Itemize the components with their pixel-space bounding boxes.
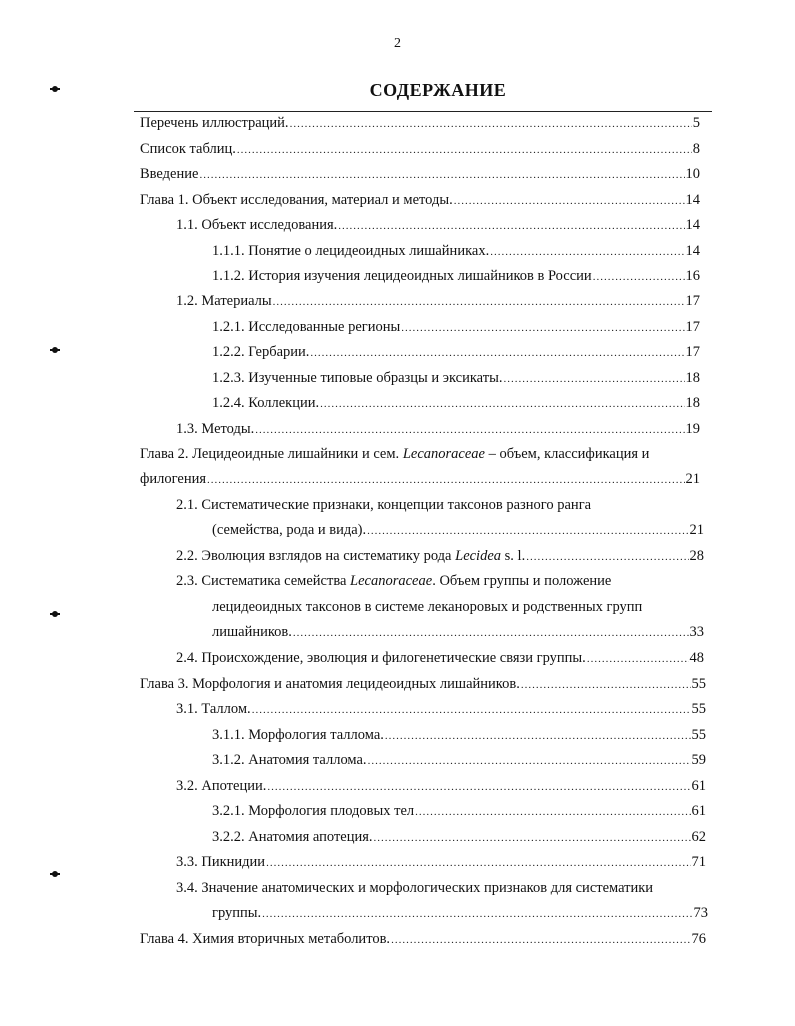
toc-entry-title-part: 3.4. Значение анатомических и морфологических признаков для систематики <box>176 880 654 896</box>
toc-entry-2-1-line-2 <box>212 521 704 540</box>
toc-entry-title: 3.3. Пикнидии <box>176 854 266 870</box>
toc-entry-title-italic: Lecidea <box>455 548 502 564</box>
toc-entry-title: 1.2.3. Изученные типовые образцы и эксикаты. <box>212 370 503 386</box>
toc-leader-dots <box>255 421 684 439</box>
toc-leader-dots <box>273 293 685 311</box>
toc-entry-page: 21 <box>685 471 700 487</box>
toc-leader-dots <box>526 548 688 566</box>
toc-leader-dots <box>338 217 684 235</box>
toc-entry-title: Введение <box>140 166 199 182</box>
toc-entry-chapter-4 <box>140 930 706 949</box>
toc-entry-title: 1.3. Методы. <box>176 421 255 437</box>
toc-leader-dots <box>266 854 690 872</box>
toc-entry-2-3-line-2 <box>212 598 642 616</box>
toc-entry-title-part: 2.3. Систематика семейства <box>176 573 351 589</box>
toc-entry-title: Перечень иллюстраций. <box>140 115 289 131</box>
toc-entry-2-1-line-1 <box>176 496 591 514</box>
toc-entry-title-part: лецидеоидных таксонов в системе леканоровых и родственных групп <box>212 599 643 615</box>
toc-entry-title-part: 2.1. Систематические признаки, концепции таксонов разного ранга <box>176 497 592 513</box>
toc-entry-title: (семейства, рода и вида). <box>212 522 367 538</box>
toc-entry-page: 28 <box>689 548 704 564</box>
toc-entry-page: 55 <box>691 727 706 743</box>
toc-entry-page: 17 <box>685 319 700 335</box>
toc-leader-dots <box>385 727 691 745</box>
toc-entry-page: 8 <box>692 141 700 157</box>
toc-entry-title-part: – объем, классификация и <box>484 446 650 462</box>
toc-entry-title: 3.1. Таллом. <box>176 701 251 717</box>
toc-leader-dots <box>262 905 692 923</box>
toc-entry-title: 2.4. Происхождение, эволюция и филогенетические связи группы. <box>176 650 586 666</box>
toc-leader-dots <box>368 752 691 770</box>
toc-entry-2-3-line-1 <box>176 572 611 590</box>
toc-entry-title: 1.2.1. Исследованные регионы <box>212 319 401 335</box>
toc-entry-page: 19 <box>685 421 700 437</box>
toc-entry-2-2 <box>176 547 704 566</box>
toc-entry-3-3 <box>176 853 706 872</box>
toc-entry-page: 5 <box>692 115 700 131</box>
toc-leader-dots <box>367 522 688 540</box>
toc-entry-title: 1.2.2. Гербарии. <box>212 344 310 360</box>
toc-entry-title: 1.2. Материалы <box>176 293 272 309</box>
toc-entry-title: филогения <box>140 471 207 487</box>
toc-entry-page: 48 <box>689 650 704 666</box>
toc-entry-title: 1.1.1. Понятие о лецидеоидных лишайниках. <box>212 243 490 259</box>
toc-entry-3-1-2 <box>212 751 706 770</box>
toc-entry-page: 14 <box>685 243 700 259</box>
toc-entry-page: 55 <box>691 701 706 717</box>
toc-entry-title-part: s. l. <box>501 548 526 564</box>
toc-entry-1-2-2 <box>212 343 700 362</box>
toc-entry-page: 73 <box>693 905 708 921</box>
toc-leader-dots <box>593 268 685 286</box>
toc-entry-title: 3.2.2. Анатомия апотеция. <box>212 829 373 845</box>
toc-entry-page: 21 <box>689 522 704 538</box>
toc-entry-title <box>176 547 525 565</box>
toc-entry-page: 14 <box>685 217 700 233</box>
toc-entry-title: 1.1.2. История изучения лецидеоидных лишайников в России <box>212 268 592 284</box>
toc-entry-title-part: . Объем группы и положение <box>432 573 612 589</box>
toc-entry-page: 18 <box>685 395 700 411</box>
toc-entry-title: Глава 3. Морфология и анатомия лецидеоидных лишайников. <box>140 676 520 692</box>
toc-entry-title: 1.1. Объект исследования. <box>176 217 338 233</box>
toc-entry-page: 10 <box>685 166 700 182</box>
toc-entry-page: 62 <box>691 829 706 845</box>
toc-entry-1-2-3 <box>212 369 700 388</box>
toc-leader-dots <box>374 829 691 847</box>
toc-leader-dots <box>521 676 691 694</box>
toc-entry-title: группы. <box>212 905 262 921</box>
toc-leader-dots <box>237 141 692 159</box>
toc-entry-title-part: Глава 2. Лецидеоидные лишайники и сем. <box>140 446 403 462</box>
toc-entry-1-1-1 <box>212 242 700 261</box>
page-number: 2 <box>394 36 401 51</box>
toc-entry-introduction <box>140 165 700 184</box>
toc-title-text: СОДЕРЖАНИЕ <box>369 80 507 100</box>
toc-entry-chapter-2-line-2 <box>140 470 700 489</box>
toc-entry-3-1-1 <box>212 726 706 745</box>
toc-entry-page: 17 <box>685 293 700 309</box>
toc-entry-page: 33 <box>689 624 704 640</box>
toc-entry-page: 16 <box>685 268 700 284</box>
toc-entry-page: 18 <box>685 370 700 386</box>
toc-leader-dots <box>391 931 690 949</box>
toc-leader-dots <box>267 778 690 796</box>
toc-entry-3-2 <box>176 777 706 796</box>
toc-entry-chapter-1 <box>140 191 700 210</box>
toc-entry-title-italic: Lecanoraceae <box>350 573 433 589</box>
toc-entry-1-3 <box>176 420 700 439</box>
toc-entry-title: лишайников. <box>212 624 292 640</box>
toc-entry-title: Список таблиц. <box>140 141 236 157</box>
toc-entry-page: 61 <box>691 778 706 794</box>
toc-entry-3-1 <box>176 700 706 719</box>
toc-entry-page: 59 <box>691 752 706 768</box>
toc-entry-illustrations <box>140 114 700 133</box>
toc-entry-1-2-4 <box>212 394 700 413</box>
toc-leader-dots <box>293 624 689 642</box>
toc-leader-dots <box>290 115 692 133</box>
toc-entry-title: 1.2.4. Коллекции. <box>212 395 320 411</box>
toc-entry-1-2 <box>176 292 700 311</box>
toc-entry-3-4-line-1 <box>176 879 653 897</box>
toc-entry-title: 3.2. Апотеции. <box>176 778 267 794</box>
toc-entry-2-4 <box>176 649 704 668</box>
toc-entry-2-3-line-3 <box>212 623 704 642</box>
toc-entry-title: 3.1.1. Морфология таллома. <box>212 727 384 743</box>
toc-entry-page: 14 <box>685 192 700 208</box>
toc-leader-dots <box>320 395 684 413</box>
toc-entry-chapter-3 <box>140 675 706 694</box>
toc-entry-title: 3.1.2. Анатомия таллома. <box>212 752 367 768</box>
toc-entry-page: 61 <box>691 803 706 819</box>
toc-entry-3-4-line-2 <box>212 904 708 923</box>
toc-entry-title: 3.2.1. Морфология плодовых тел <box>212 803 415 819</box>
toc-leader-dots <box>310 344 684 362</box>
toc-entry-tables <box>140 140 700 159</box>
toc-entry-page: 71 <box>691 854 706 870</box>
toc-entry-page: 55 <box>691 676 706 692</box>
toc-entry-title-part: 2.2. Эволюция взглядов на систематику рода <box>176 548 456 564</box>
toc-leader-dots <box>587 650 689 668</box>
toc-leader-dots <box>199 166 684 184</box>
toc-leader-dots <box>401 319 684 337</box>
toc-entry-title-italic: Lecanoraceae <box>402 446 485 462</box>
toc-entry-chapter-2-line-1 <box>140 445 649 463</box>
toc-leader-dots <box>503 370 684 388</box>
toc-entry-1-1-2 <box>212 267 700 286</box>
toc-entry-3-2-2 <box>212 828 706 847</box>
toc-leader-dots <box>454 192 685 210</box>
toc-entry-title: Глава 4. Химия вторичных метаболитов. <box>140 931 391 947</box>
toc-leader-dots <box>207 471 684 489</box>
toc-leader-dots <box>252 701 691 719</box>
toc-entry-3-2-1 <box>212 802 706 821</box>
toc-entry-title: Глава 1. Объект исследования, материал и методы. <box>140 192 453 208</box>
toc-leader-dots <box>415 803 690 821</box>
toc-entry-page: 17 <box>685 344 700 360</box>
toc-entry-1-1 <box>176 216 700 235</box>
toc-leader-dots <box>490 243 684 261</box>
toc-entry-page: 76 <box>691 931 706 947</box>
toc-entry-1-2-1 <box>212 318 700 337</box>
